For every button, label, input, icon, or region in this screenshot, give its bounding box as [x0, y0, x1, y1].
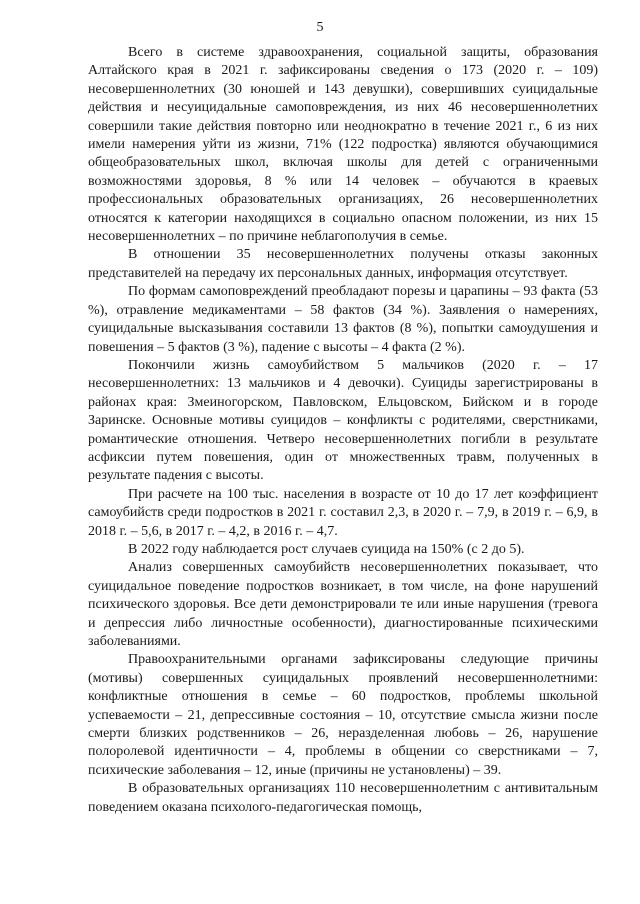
paragraph-registered-cases: Всего в системе здравоохранения, социальной защиты, образования Алтайского края в 2021 г. зафиксированы сведения о 173 (2020 г. – 109) несовершеннолетних (30 юношей и 143 девушки), совершивших суицидальные действия и несуицидальные самоповреждения, из них 46 несовершеннолетних совершили такие действия повторно или неоднократно в течение 2021 г., 6 из них имели намерения уйти из жизни, 71% (122 подростка) являются обучающимися общеобразовательных школ, включая школы для детей с ограниченными возможностями здоровья, 8 % или 14 человек – обучаются в краевых профессиональных образовательных организациях, 26 несовершеннолетних относятся к категории находящихся в социально опасном положении, из них 15 несовершеннолетних – по причине неблагополучия в семье.: [88, 45, 598, 245]
paragraph-motives: Правоохранительными органами зафиксированы следующие причины (мотивы) совершенных суицидальных проявлений несовершеннолетними: конфликтные отношения в семье – 60 подростков, проблемы школьной успеваемости – 21, депрессивные состояния – 10, отсутствие смысла жизни после смерти близких родственников – 26, неразделенная любовь – 26, нарушение полоролевой идентичности – 4, проблемы в общении со сверстниками – 7, психические заболевания – 12, иные (причины не установлены) – 39.: [88, 652, 598, 778]
paragraph-analysis: Анализ совершенных самоубийств несовершеннолетних показывает, что суицидальное поведение подростков возникает, в том числе, на фоне нарушений психического здоровья. Все дети демонстрировали те или иные нарушения (тревога и депрессия либо личностные особенности), диагностированные психическими заболеваниями.: [88, 560, 598, 649]
document-body: [88, 44, 598, 817]
paragraph-refusals: В отношении 35 несовершеннолетних получены отказы законных представителей на передачу их персональных данных, информация отсутствует.: [88, 247, 598, 281]
paragraph-self-harm-forms: По формам самоповреждений преобладают порезы и царапины – 93 факта (53 %), отравление медикаментами – 58 фактов (34 %). Заявления о намерениях, суицидальные высказывания составили 13 фактов (8 %), попытки самоудушения и повешения – 5 фактов (3 %), падение с высоты – 4 факта (2 %).: [88, 284, 598, 355]
page-number: 5: [316, 20, 324, 35]
paragraph-suicides: Покончили жизнь самоубийством 5 мальчиков (2020 г. – 17 несовершеннолетних: 13 мальчиков и 4 девочки). Суициды зарегистрированы в районах края: Змеиногорском, Павловском, Ельцовском, Бийском и в городе Заринске. Основные мотивы суицидов – конфликты с родителями, сверстниками, романтические отношения. Четверо несовершеннолетних погибли в результате асфиксии путем повешения, один от множественных травм, полученных в результате падения с высоты.: [88, 357, 598, 484]
paragraph-suicide-rate: При расчете на 100 тыс. населения в возрасте от 10 до 17 лет коэффициент самоубийств среди подростков в 2021 г. составил 2,3, в 2020 г. – 7,9, в 2019 г. – 6,9, в 2018 г. – 5,6, в 2017 г. – 4,2, в 2016 г. – 4,7.: [88, 486, 598, 539]
paragraph-growth-2022: В 2022 году наблюдается рост случаев суицида на 150% (с 2 до 5).: [128, 541, 525, 557]
paragraph-education-help: В образовательных организациях 110 несовершеннолетним с антивитальным поведением оказана психолого-педагогическая помощь,: [88, 781, 598, 815]
